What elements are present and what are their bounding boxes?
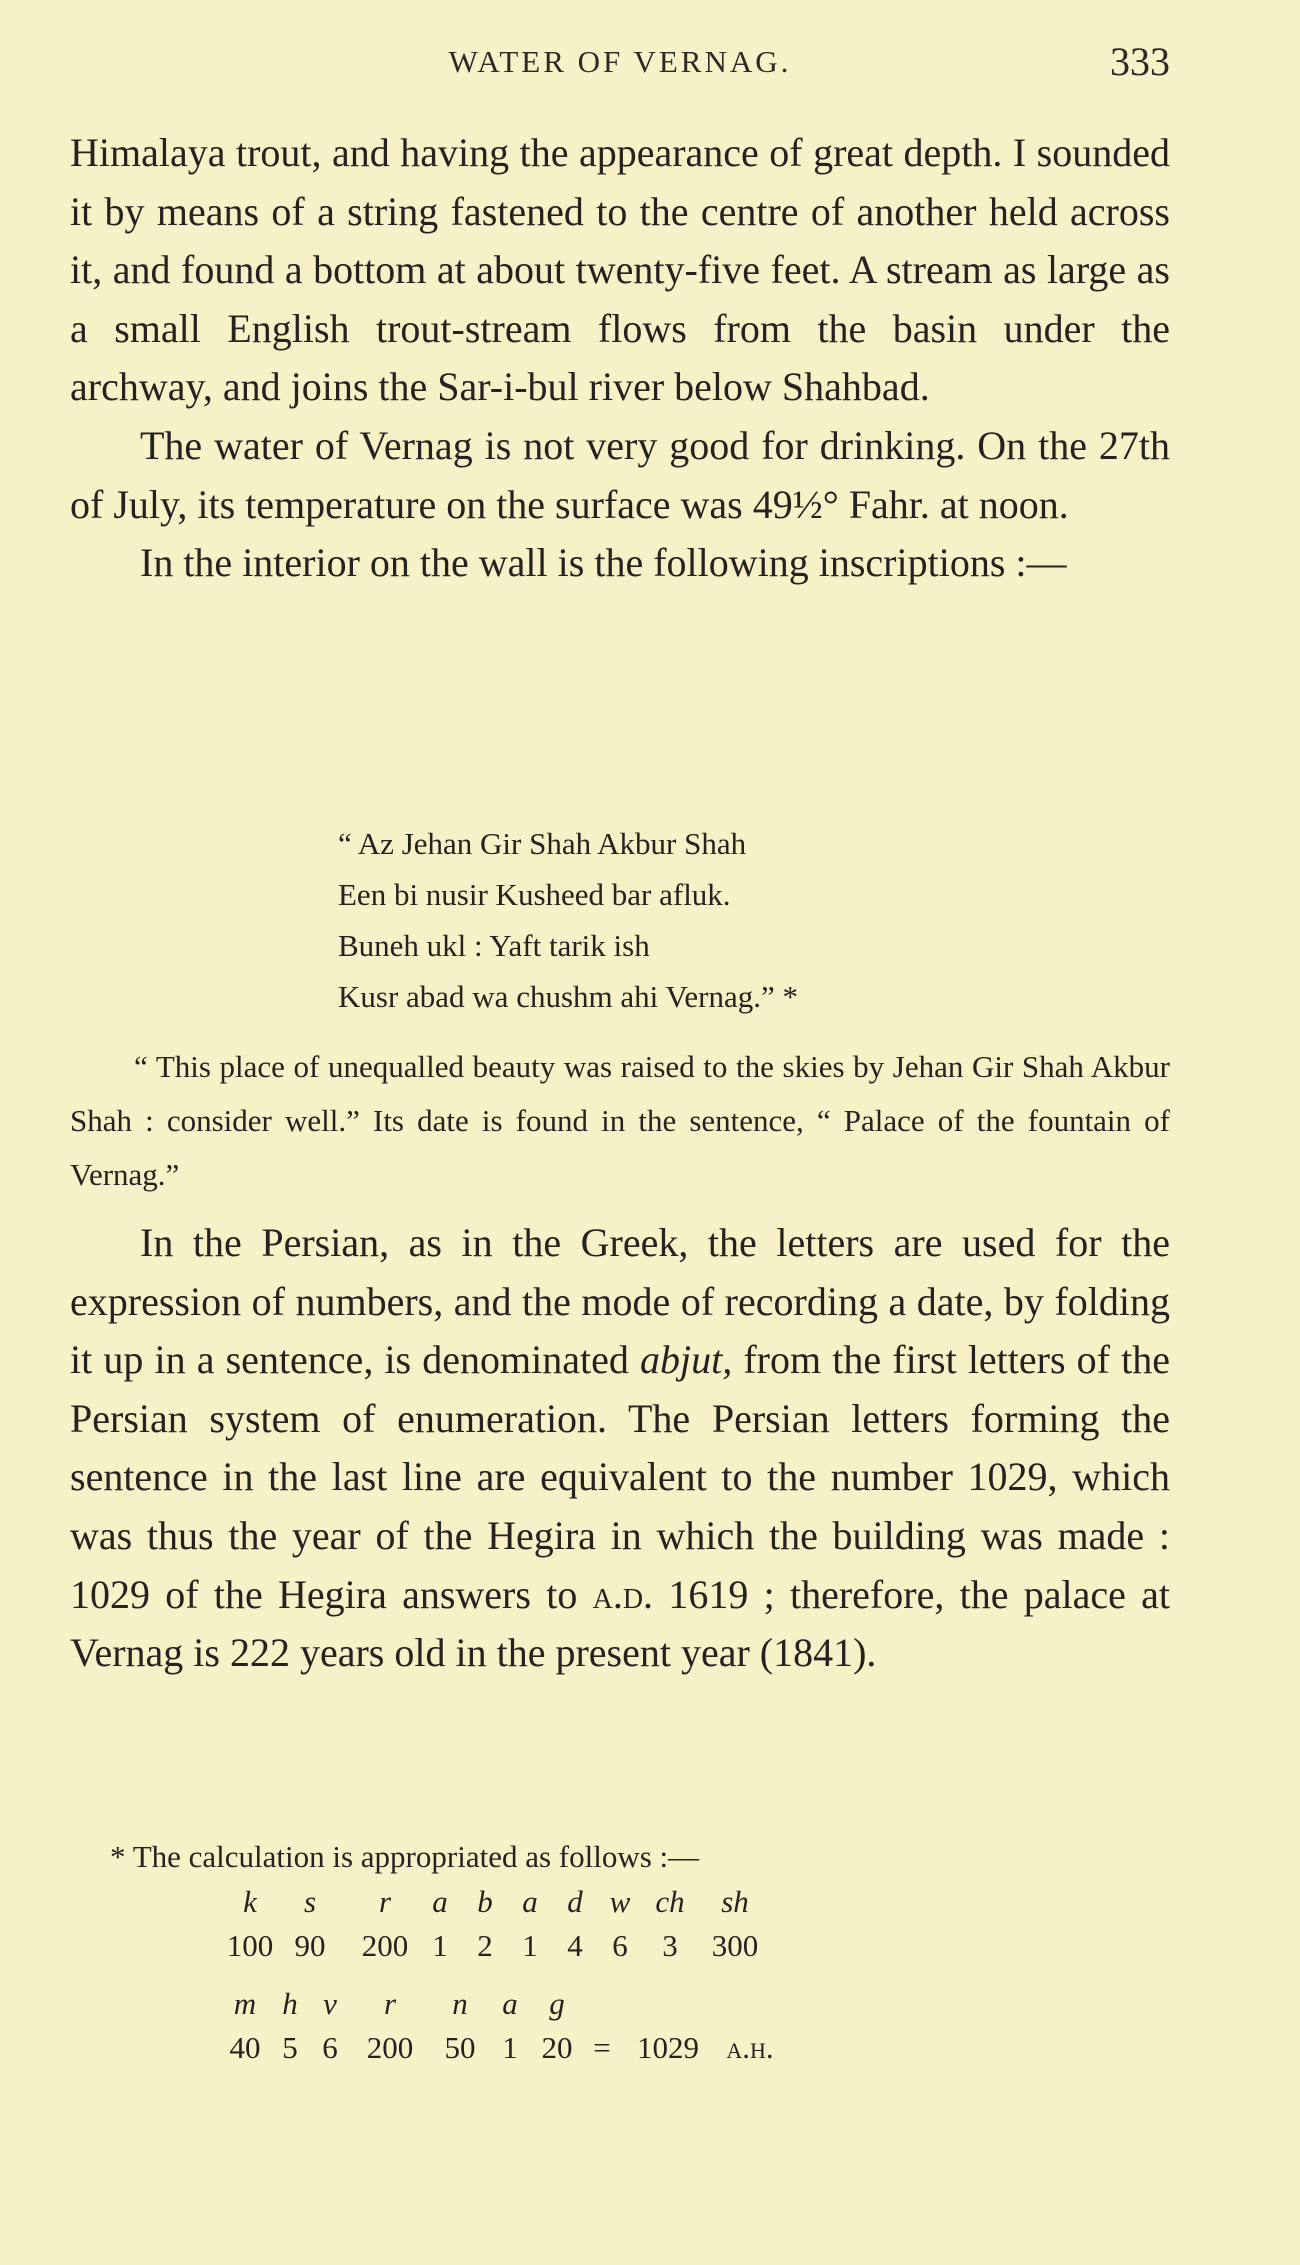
calc-letter: v bbox=[323, 1986, 337, 2021]
paragraph-2: The water of Vernag is not very good for drinking. On the 27th of July, its temperature on the surface was 49½° Fahr. at noon. bbox=[70, 422, 1170, 527]
calc-row-2-letters bbox=[225, 1986, 985, 2026]
paragraph-3: In the interior on the wall is the following inscriptions :— bbox=[140, 540, 1067, 586]
calc-letter: b bbox=[477, 1884, 493, 1919]
p4-emphasis: abjut, bbox=[640, 1337, 733, 1383]
calc-value: 1 bbox=[502, 2030, 518, 2065]
calc-letter: r bbox=[378, 1884, 392, 1919]
calc-letter: a bbox=[432, 1884, 448, 1919]
calc-letter: a bbox=[522, 1884, 538, 1919]
calc-value: 6 bbox=[612, 1928, 628, 1963]
calc-value: 50 bbox=[444, 2030, 476, 2065]
calc-letter: h bbox=[282, 1986, 298, 2021]
calc-value: 100 bbox=[226, 1928, 274, 1963]
calc-letter: r bbox=[383, 1986, 397, 2021]
calc-era: a.h. bbox=[726, 2030, 774, 2065]
calc-value: 2 bbox=[477, 1928, 493, 1963]
p4-text-b: from the first letters of the Persian system of enumeration. The Persian letters forming the sentence in the last line are equivalent to the number 1029, which was thus the year of the Hegira in which the building was made : 1029 of the Hegira answers to bbox=[70, 1337, 1170, 1617]
calc-letter: a bbox=[502, 1986, 518, 2021]
verse-line-3: Buneh ukl : Yaft tarik ish bbox=[338, 928, 650, 963]
calc-letter: d bbox=[567, 1884, 583, 1919]
calc-row-1-letters bbox=[225, 1884, 985, 1924]
calc-value: 6 bbox=[322, 2030, 338, 2065]
p4-text-a: In the Persian, as in the Greek, the letters are used for the expression of numbers, and the mode of recording a date, by folding it up in a sentence, is denominated bbox=[70, 1220, 1170, 1383]
calc-row-1-values bbox=[225, 1928, 985, 1968]
body-paragraph-bottom bbox=[70, 1214, 1170, 1683]
calc-equals: = bbox=[593, 2030, 611, 2065]
calc-total: 1029 bbox=[637, 2030, 699, 2065]
page-number: 333 bbox=[1110, 39, 1170, 84]
footnote bbox=[110, 1830, 1110, 1884]
calc-value: 3 bbox=[662, 1928, 678, 1963]
page-header bbox=[70, 38, 1170, 88]
calc-letter: k bbox=[243, 1884, 257, 1919]
calc-value: 20 bbox=[541, 2030, 573, 2065]
calc-value: 200 bbox=[361, 1928, 409, 1963]
calc-value: 300 bbox=[711, 1928, 759, 1963]
paragraph-1: Himalaya trout, and having the appearance of great depth. I sounded it by means of a string fastened to the centre of another held across it, and found a bottom at about twenty-five feet. A stream as large as a small English trout-stream flows from the basin under the archway, and joins the Sar-i-bul river below Shahbad. bbox=[70, 130, 1170, 410]
calc-value: 90 bbox=[294, 1928, 326, 1963]
calc-value: 1 bbox=[522, 1928, 538, 1963]
calc-row-2-values bbox=[225, 2030, 985, 2070]
paragraph-4 bbox=[70, 1214, 1170, 1683]
running-head: WATER OF VERNAG. bbox=[448, 44, 792, 79]
calc-letter: m bbox=[233, 1986, 257, 2021]
translation-text: “ This place of unequalled beauty was raised to the skies by Jehan Gir Shah Akbur Shah : consider well.” Its date is found in the sentence, “ Palace of the fountain of Vernag.” bbox=[70, 1049, 1170, 1192]
body-paragraphs-top bbox=[70, 124, 1170, 593]
calc-letter: ch bbox=[655, 1884, 685, 1919]
p4-text-c: 1619 ; therefore, the palace at Vernag is 222 years old in the present year (1841). bbox=[70, 1571, 1170, 1676]
calc-letter: n bbox=[452, 1986, 468, 2021]
calc-value: 5 bbox=[282, 2030, 298, 2065]
calc-letter: g bbox=[549, 1986, 565, 2021]
calc-value: 1 bbox=[432, 1928, 448, 1963]
calc-value: 4 bbox=[567, 1928, 583, 1963]
p4-era-ad: a.d. bbox=[592, 1571, 654, 1617]
calc-value: 200 bbox=[366, 2030, 414, 2065]
footnote-text: * The calculation is appropriated as follows :— bbox=[110, 1839, 700, 1874]
calc-letter: sh bbox=[721, 1884, 749, 1919]
verse-line-2: Een bi nusir Kusheed bar afluk. bbox=[338, 877, 731, 912]
calc-letter: s bbox=[303, 1884, 317, 1919]
calc-value: 40 bbox=[229, 2030, 261, 2065]
verse-line-1: “ Az Jehan Gir Shah Akbur Shah bbox=[338, 826, 747, 861]
inscription-verse bbox=[338, 818, 1138, 1022]
verse-line-4: Kusr abad wa chushm ahi Vernag.” * bbox=[338, 979, 798, 1014]
calc-letter: w bbox=[609, 1884, 631, 1919]
inscription-translation bbox=[70, 1040, 1170, 1202]
